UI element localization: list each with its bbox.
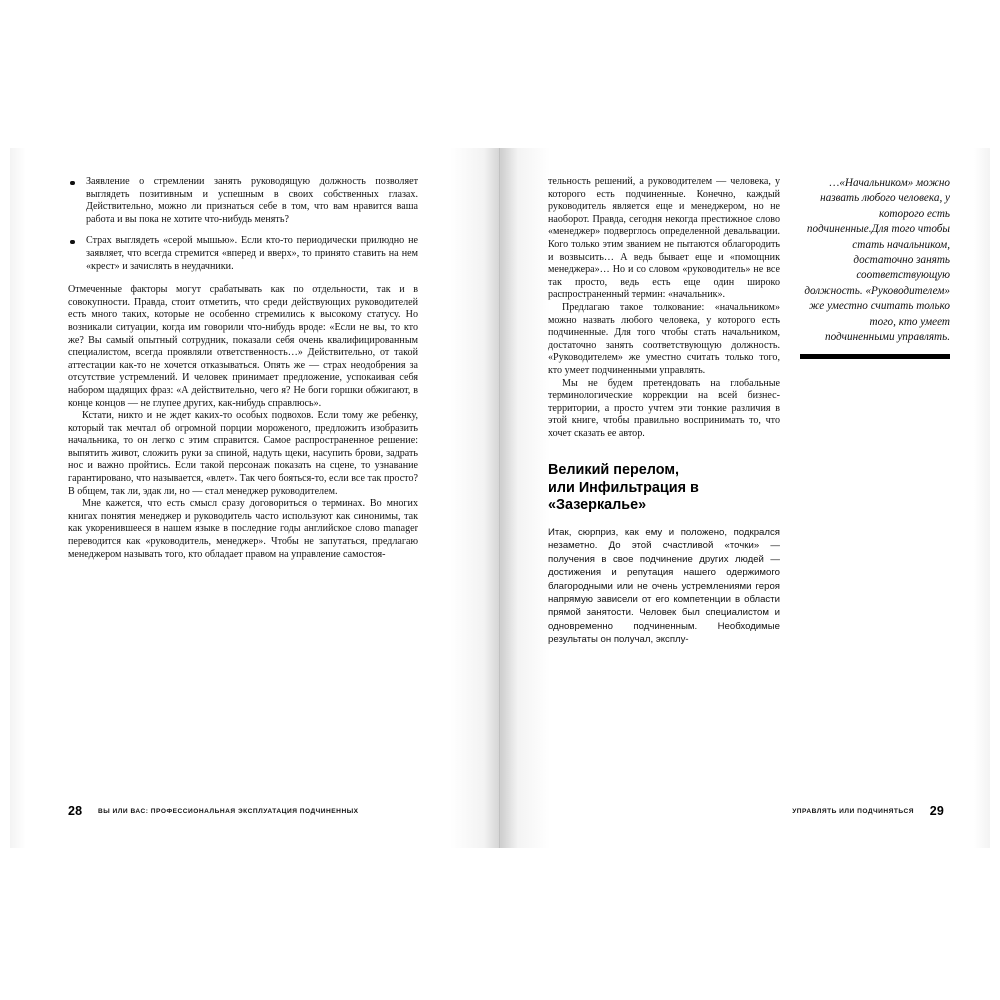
paragraph: Мы не будем претендовать на глобальные терминологические коррекции на всей бизнес-территории, а просто учтем эти тонкие различия в этой книге, чтобы правильно воспринимать то, что хочет сказать ее автор.	[548, 377, 780, 439]
book-pages	[10, 148, 990, 848]
left-page-footer	[68, 804, 458, 818]
list-item: Страх выглядеть «серой мышью». Если кто-то периодически прилюдно не заявляет, что всегда стремится «вперед и вверх», то принято ставить на нем «крест» и зачислять в неудачники.	[68, 235, 418, 273]
pull-quote-text: …«Начальником» можно назвать любого человека, у которого есть подчиненные.Для того чтобы стать начальником, достаточно занять соответствующую должность. «Руководителем» же уместно считать только того, кто умеет подчиненными управлять.	[804, 177, 950, 344]
bullet-list	[68, 176, 418, 273]
running-head: ВЫ ИЛИ ВАС: ПРОФЕССИОНАЛЬНАЯ ЭКСПЛУАТАЦИЯ ПОДЧИНЕННЫХ	[98, 808, 359, 815]
section-body-text	[548, 526, 780, 647]
paragraph: Итак, сюрприз, как ему и положено, подкрался незаметно. До этой счастливой «точки» — получения в свое подчинение других людей — достижения и репутация нашего одержимого благородными или не очень устремлениями героя напрямую зависели от его компетенции в области прямой занятости. Человек был специалистом и одновременно подчиненным. Необходимые результаты он получал, эксплу-	[548, 526, 780, 646]
page-number: 28	[68, 804, 83, 818]
section-heading	[548, 462, 780, 515]
right-page	[500, 148, 990, 848]
right-page-footer	[544, 804, 944, 818]
page-number: 29	[929, 804, 944, 818]
pull-quote-block	[800, 176, 950, 359]
section-heading-line-1: Великий перелом,	[548, 462, 679, 479]
paragraph: Отмеченные факторы могут срабатывать как по отдельности, так и в совокупности. Правда, стоит отметить, что среди действующих руководителей есть много таких, которые не особенно стремились к высокому статусу. Но возникали ситуации, когда им говорили что-нибудь вроде: «Если не вы, то кто же? Вы самый опытный сотрудник, показали себя очень квалифицированным специалистом, всегда проявляли ответственность…» Действительно, от такой аттестации как-то не хочется отказываться. Опять же — страх неодобрения за отсутствие устремлений. И человек принимает предложение, успокаивая себя набором щадящих фраз: «А действительно, чего я? Не боги горшки обжигают, в конце концов — не глупее других, как-нибудь справлюсь».	[68, 284, 418, 409]
list-item: Заявление о стремлении занять руководящую должность позволяет выглядеть позитивным и успешным в своих собственных глазах. Действительно, можно ли признаться себе в том, что вам нравится ваша работа и вы пока не хотите что-нибудь менять?	[68, 176, 418, 226]
left-page	[10, 148, 500, 848]
pull-quote-rule	[800, 354, 950, 359]
section-heading-line-2: или Инфильтрация в «Зазеркалье»	[548, 479, 699, 514]
paragraph: Предлагаю такое толкование: «начальником» можно назвать любого человека, у которого есть подчиненные. Для того чтобы стать начальником, достаточно занять соответствующую должность. «Руководителем» же уместно считать только того, кто умеет подчиненными управлять.	[548, 301, 780, 376]
right-page-column	[548, 176, 780, 647]
left-body-text	[68, 284, 418, 561]
left-page-content	[68, 176, 418, 561]
running-head: УПРАВЛЯТЬ ИЛИ ПОДЧИНЯТЬСЯ	[792, 808, 914, 815]
paragraph: Кстати, никто и не ждет каких-то особых подвохов. Если тому же ребенку, который так мечтал об огромной порции мороженого, предложить изобразить начальника, то он легко с этим справится. Самое распространенное решение: выпятить живот, сложить руки за спиной, надуть щеки, насупить брови, задрать нос и важно пройтись. Если такой персонаж показать на сцене, то узнавание гарантировано, что называется, «влет». Так чего бояться-то, если все так просто? В общем, так ли, эдак ли, но — стал менеджер руководителем.	[68, 410, 418, 497]
paragraph: Мне кажется, что есть смысл сразу договориться о терминах. Во многих книгах понятия менеджер и руководитель часто используют как синонимы, так как укоренившееся в нашем языке в последние годы английское слово manager переводится как «руководитель, менеджер». Чтобы не запутаться, предлагаю менеджером называть того, кто обладает правом на управление самостоя-	[68, 498, 418, 560]
paragraph: тельность решений, а руководителем — человека, у которого есть подчиненные. Конечно, каждый руководитель является еще и менеджером, но не наоборот. Правда, сегодня некогда престижное слово «менеджер» подверглось определенной девальвации. Кого только этим званием не пытаются облагородить и возвысить… А ведь бывает еще и «помощник менеджера»… Но и со словом «руководитель» не все так просто, ведь есть еще один широко распространенный термин: «начальник».	[548, 176, 780, 301]
